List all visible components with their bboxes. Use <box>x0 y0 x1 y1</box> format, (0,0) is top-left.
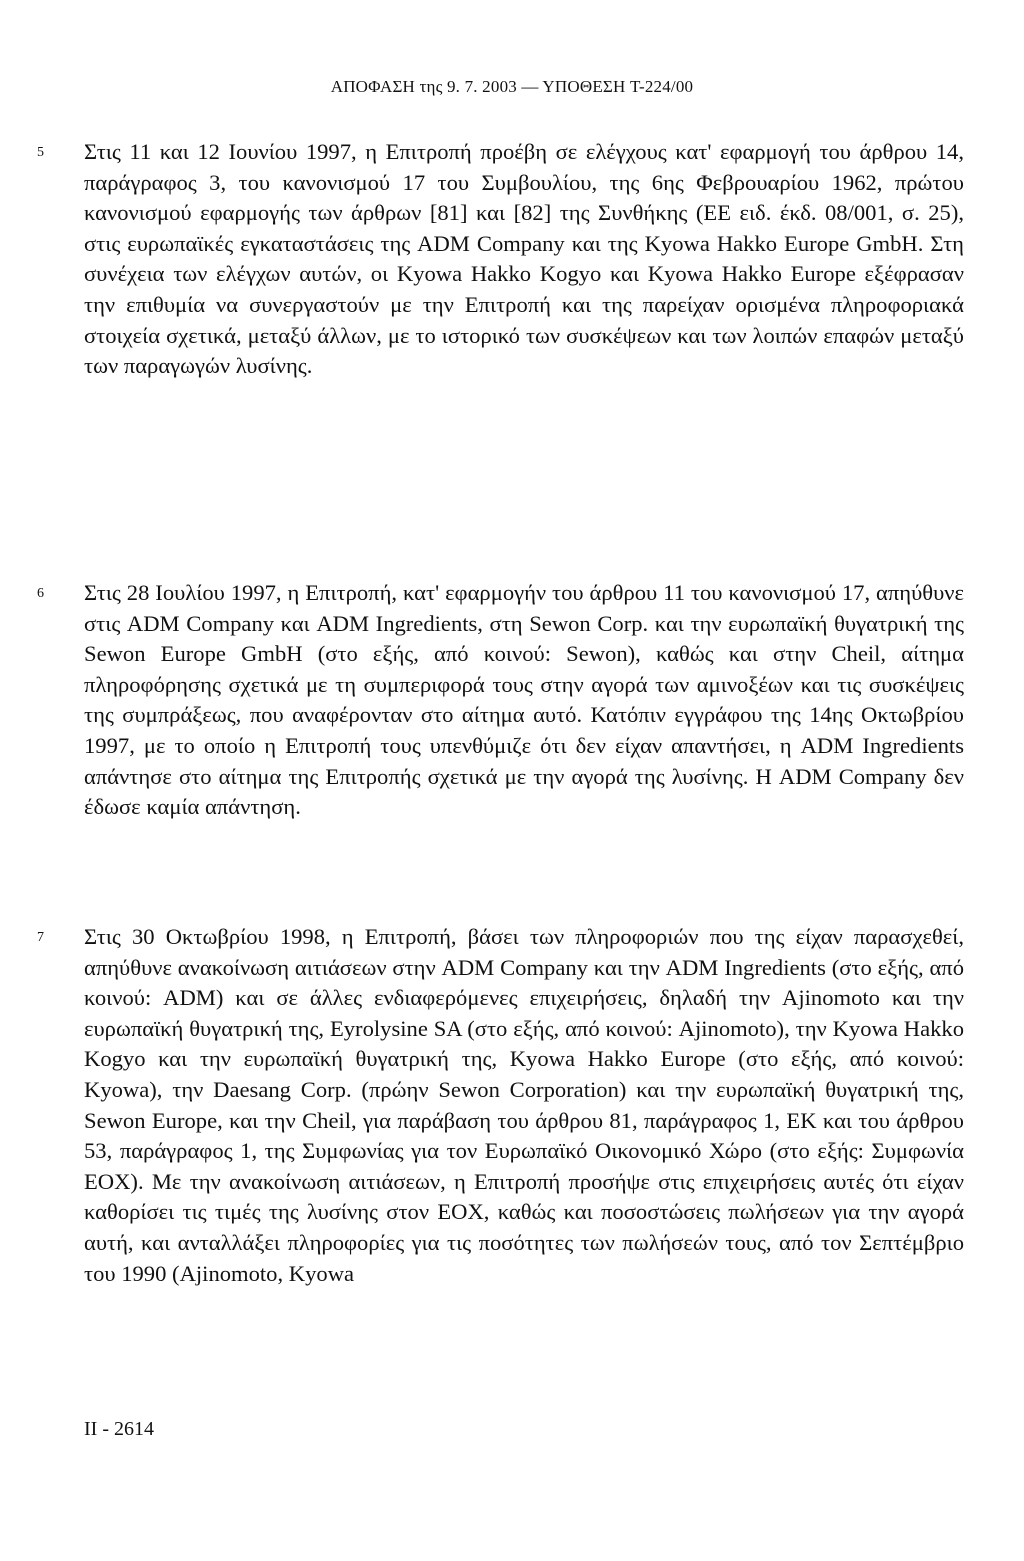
paragraph-text: Στις 11 και 12 Ιουνίου 1997, η Επιτροπή προέβη σε ελέγχους κατ' εφαρμογή του άρθρου 14, παράγραφος 3, του κανονισμού 17 του Συμβουλίου, της 6ης Φεβρουαρίου 1962, πρώτου κανονισμού εφαρμογής των άρθρων [81] και [82] της Συνθήκης (ΕΕ ειδ. έκδ. 08/001, σ. 25), στις ευρωπαϊκές εγκαταστάσεις της ADM Company και της Kyowa Hakko Europe GmbH. Στη συνέχεια των ελέγχων αυτών, οι Kyowa Hakko Kogyo και Kyowa Hakko Europe εξέφρασαν την επιθυμία να συνεργαστούν με την Επιτροπή και της παρείχαν ορισμένα πληροφοριακά στοιχεία σχετικά, μεταξύ άλλων, με το ιστορικό των συσκέψεων και των λοιπών επαφών μεταξύ των παραγωγών λυσίνης. <box>84 139 964 379</box>
paragraph-number: 6 <box>37 586 44 601</box>
paragraph-5 <box>37 137 964 382</box>
paragraph-7 <box>37 922 964 1289</box>
paragraph-6 <box>37 578 964 823</box>
paragraph-number: 5 <box>37 145 44 160</box>
paragraph-text: Στις 28 Ιουλίου 1997, η Επιτροπή, κατ' εφαρμογήν του άρθρου 11 του κανονισμού 17, απηύθυνε στις ADM Company και ADM Ingredients, στη Sewon Corp. και την ευρωπαϊκή θυγατρική της Sewon Europe GmbH (στο εξής, από κοινού: Sewon), καθώς και στην Cheil, αίτημα πληροφόρησης σχετικά με τη συμπεριφορά τους στην αγορά των αμινοξέων και τις συσκέψεις της συμπράξεως, που αναφέρονταν στο αίτημα αυτό. Κατόπιν εγγράφου της 14ης Οκτωβρίου 1997, με το οποίο η Επιτροπή τους υπενθύμιζε ότι δεν είχαν απαντήσει, η ADM Ingredients απάντησε στο αίτημα της Επιτροπής σχετικά με την αγορά της λυσίνης. Η ADM Company δεν έδωσε καμία απάντηση. <box>84 580 964 820</box>
running-header: ΑΠΟΦΑΣΗ της 9. 7. 2003 — ΥΠΟΘΕΣΗ T-224/00 <box>330 77 694 96</box>
paragraph-number: 7 <box>37 930 44 945</box>
page-number: II - 2614 <box>84 1418 154 1440</box>
paragraph-text: Στις 30 Οκτωβρίου 1998, η Επιτροπή, βάσει των πληροφοριών που της είχαν παρασχεθεί, απηύθυνε ανακοίνωση αιτιάσεων στην ADM Company και την ADM Ingredients (στο εξής, από κοινού: ADM) και σε άλλες ενδιαφερόμενες επιχειρήσεις, δηλαδή την Ajinomoto και την ευρωπαϊκή θυγατρική της, Eyrolysine SA (στο εξής, από κοινού: Ajinomoto), την Kyowa Hakko Kogyo και την ευρωπαϊκή θυγατρική της, Kyowa Hakko Europe (στο εξής, από κοινού: Kyowa), την Daesang Corp. (πρώην Sewon Corporation) και την ευρωπαϊκή θυγατρική της, Sewon Europe, και την Cheil, για παράβαση του άρθρου 81, παράγραφος 1, ΕΚ και του άρθρου 53, παράγραφος 1, της Συμφωνίας για τον Ευρωπαϊκό Οικονομικό Χώρο (στο εξής: Συμφωνία ΕΟΧ). Με την ανακοίνωση αιτιάσεων, η Επιτροπή προσήψε στις επιχειρήσεις αυτές ότι είχαν καθορίσει τις τιμές της λυσίνης στον ΕΟΧ, καθώς και ποσοστώσεις πωλήσεων για την αγορά αυτή, και ανταλλάξει πληροφορίες για τις ποσότητες των πωλήσεών τους, από τον Σεπτέμβριο του 1990 (Ajinomoto, Kyowa <box>84 924 964 1286</box>
